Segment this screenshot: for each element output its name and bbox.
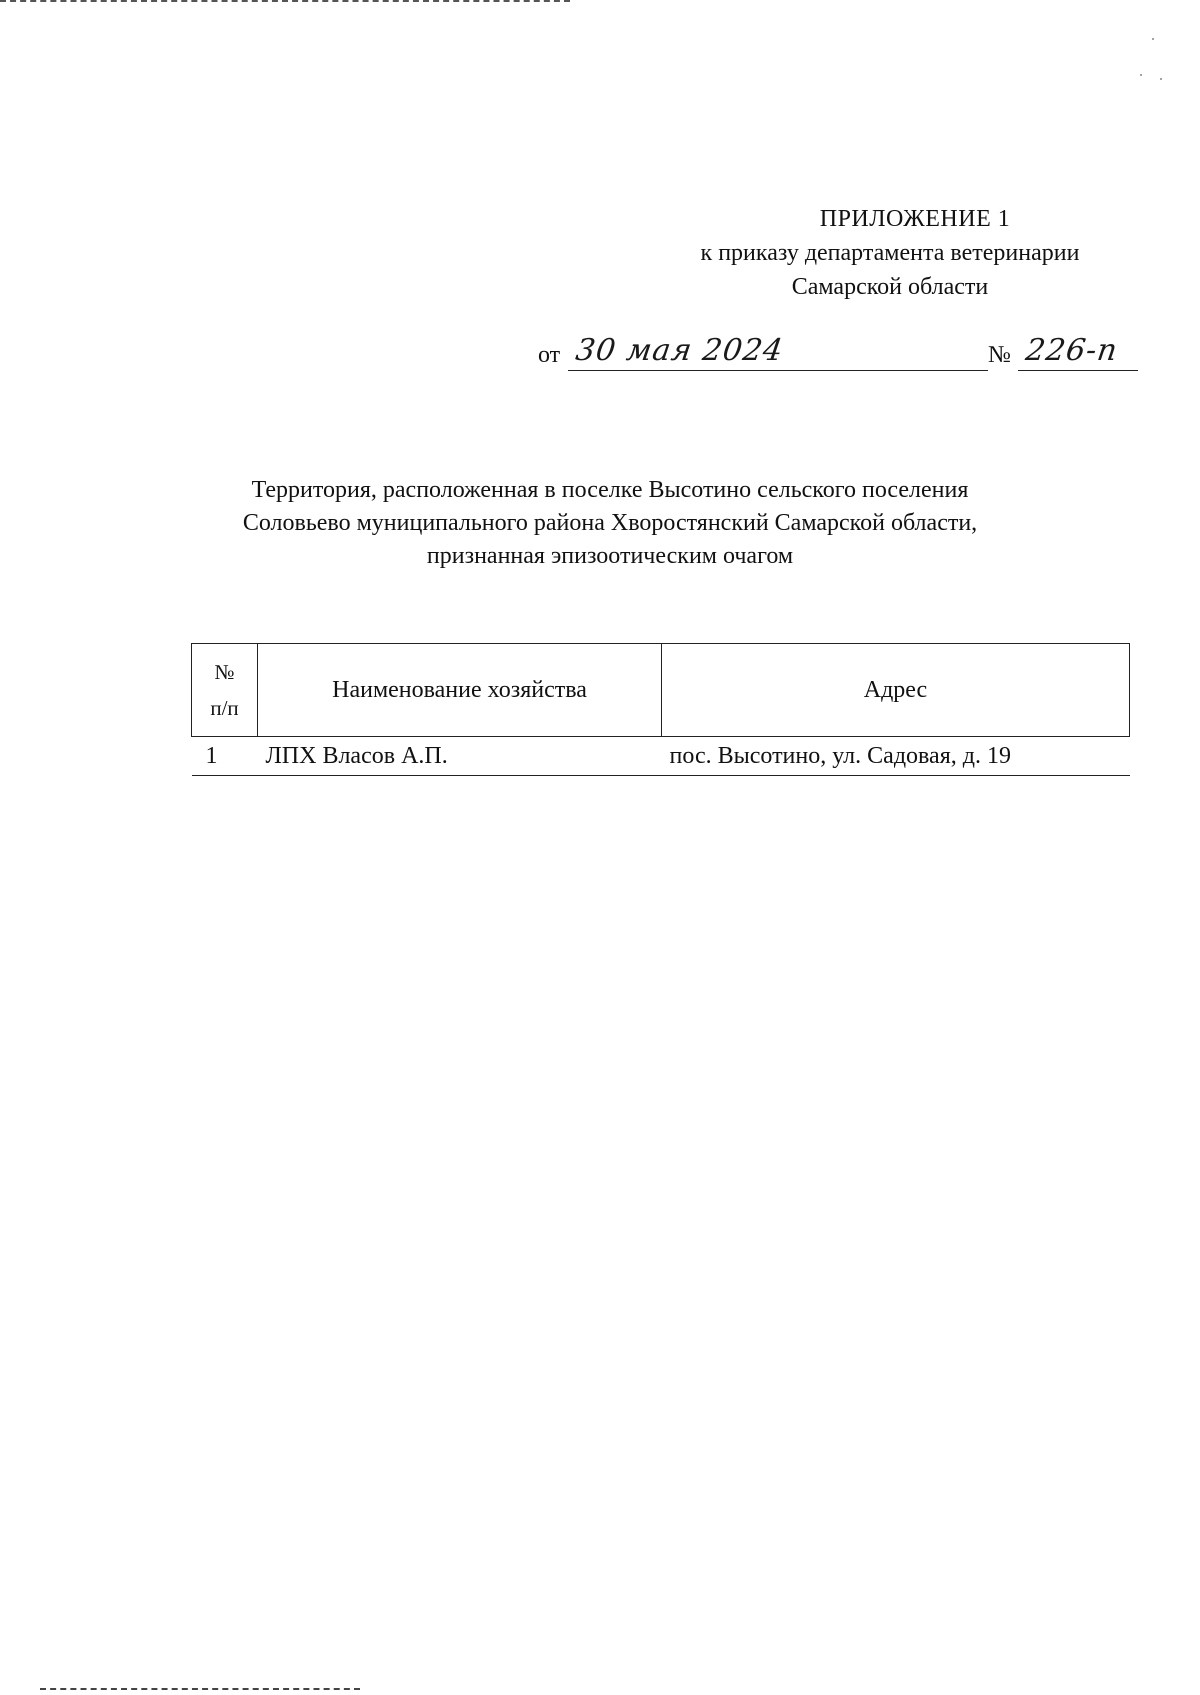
- handwritten-number: 226-п: [1023, 333, 1121, 368]
- row-number-cell: 1: [192, 737, 258, 776]
- document-title: [160, 474, 1060, 573]
- title-line-1: Территория, расположенная в поселке Высотино сельского поселения: [251, 477, 969, 503]
- number-field: [1018, 333, 1138, 371]
- appendix-heading: ПРИЛОЖЕНИЕ 1: [819, 206, 1011, 232]
- name-column-header: Наименование хозяйства: [258, 644, 662, 737]
- scan-edge-top: [0, 0, 570, 2]
- scan-speck: [1160, 78, 1162, 80]
- from-label: от: [538, 342, 561, 368]
- appendix-block: [600, 202, 1180, 304]
- date-field: [568, 333, 988, 371]
- appendix-order-line: к приказу департамента ветеринарии: [700, 240, 1080, 266]
- scan-speck: [1152, 38, 1154, 40]
- address-column-header: Адрес: [662, 644, 1130, 737]
- farm-name-cell: ЛПХ Власов А.П.: [258, 737, 662, 776]
- table-header-row: [192, 644, 1130, 737]
- handwritten-date: 30 мая 2024: [573, 333, 786, 368]
- number-header-abbr: п/п: [210, 696, 239, 720]
- appendix-region-line: Самарской области: [791, 274, 989, 300]
- title-line-2: Соловьево муниципального района Хворостянский Самарской области,: [242, 510, 978, 536]
- farm-address-cell: пос. Высотино, ул. Садовая, д. 19: [662, 737, 1130, 776]
- farms-table: [191, 643, 1130, 776]
- number-label: №: [988, 342, 1011, 368]
- scan-edge-bottom: [40, 1688, 360, 1690]
- scan-speck: [1140, 74, 1142, 76]
- title-line-3: признанная эпизоотическим очагом: [426, 543, 794, 569]
- farms-table-wrapper: [191, 643, 1129, 776]
- order-date-line: [538, 335, 1138, 375]
- number-column-header: [192, 644, 258, 737]
- number-header-symbol: №: [214, 660, 235, 684]
- table-row: [192, 737, 1130, 776]
